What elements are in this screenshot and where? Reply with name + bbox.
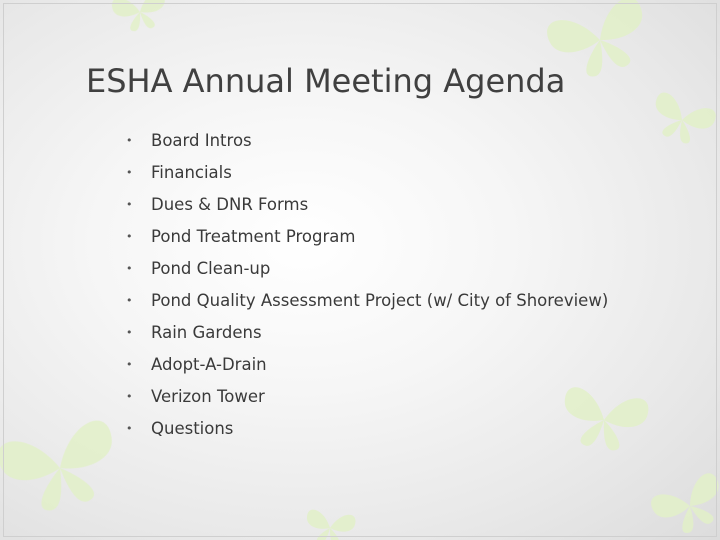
bullet-icon: • — [126, 262, 133, 275]
bullet-icon: • — [126, 198, 133, 211]
bullet-icon: • — [126, 390, 133, 403]
butterfly-icon — [111, 0, 170, 34]
bullet-icon: • — [126, 166, 133, 179]
agenda-item — [126, 125, 608, 157]
agenda-item — [126, 189, 608, 221]
bullet-icon: • — [126, 134, 133, 147]
agenda-item — [126, 317, 608, 349]
agenda-item-text: Financials — [151, 163, 232, 182]
bullet-icon: • — [126, 294, 133, 307]
bullet-icon: • — [126, 230, 133, 243]
bullet-icon: • — [126, 358, 133, 371]
agenda-item-text: Rain Gardens — [151, 323, 262, 342]
slide-title: ESHA Annual Meeting Agenda — [86, 62, 566, 100]
agenda-list — [126, 125, 608, 445]
agenda-item — [126, 285, 608, 317]
agenda-item-text: Questions — [151, 419, 234, 438]
agenda-item — [126, 413, 608, 445]
bullet-icon: • — [126, 326, 133, 339]
agenda-item-text: Pond Treatment Program — [151, 227, 356, 246]
agenda-item-text: Pond Clean-up — [151, 259, 271, 278]
butterfly-icon — [648, 470, 720, 540]
agenda-item-text: Dues & DNR Forms — [151, 195, 309, 214]
agenda-item — [126, 221, 608, 253]
butterfly-icon — [0, 418, 125, 520]
agenda-item-text: Board Intros — [151, 131, 252, 150]
agenda-item — [126, 381, 608, 413]
bullet-icon: • — [126, 422, 133, 435]
agenda-item-text: Verizon Tower — [151, 387, 265, 406]
agenda-item-text: Adopt-A-Drain — [151, 355, 267, 374]
agenda-item — [126, 349, 608, 381]
agenda-item — [126, 253, 608, 285]
agenda-item-text: Pond Quality Assessment Project (w/ City of Shoreview) — [151, 291, 609, 310]
butterfly-icon — [646, 90, 718, 150]
butterfly-icon — [304, 509, 357, 540]
agenda-item — [126, 157, 608, 189]
